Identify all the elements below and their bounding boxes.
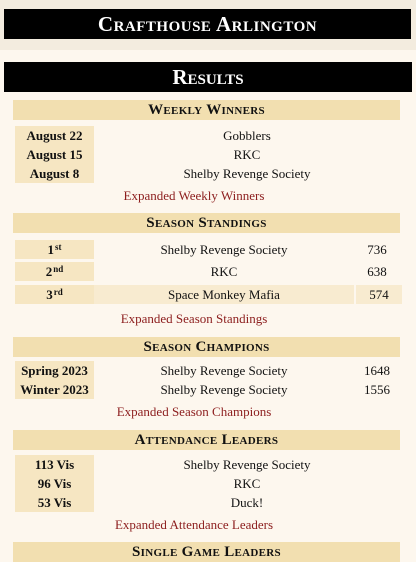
champions-season: Spring 2023 — [15, 361, 94, 380]
standings-place: 1 $^{st}$ — [15, 240, 94, 259]
attendance-visits: 113 Vis — [15, 455, 94, 474]
weekly-date: August 22 — [15, 126, 94, 145]
weekly-row — [0, 126, 416, 145]
weekly-row — [0, 164, 416, 183]
season-standings-heading: Season Standings — [13, 213, 400, 233]
weekly-date: August 15 — [15, 145, 94, 164]
standings-row — [0, 285, 416, 304]
champions-row — [0, 361, 416, 380]
champions-team: Shelby Revenge Society — [160, 362, 288, 378]
season-champions-heading: Season Champions — [13, 337, 400, 357]
weekly-team: Gobblers — [223, 127, 271, 143]
venue-title: Crafthouse Arlington — [4, 9, 411, 39]
attendance-leaders-heading: Attendance Leaders — [13, 430, 400, 450]
single-game-leaders-heading: Single Game Leaders — [13, 542, 400, 562]
standings-row — [0, 240, 416, 259]
standings-row — [0, 262, 416, 281]
attendance-row — [0, 474, 416, 493]
expanded-season-champions-link[interactable]: Expanded Season Champions — [116, 404, 272, 419]
standings-score: 638 — [367, 263, 387, 279]
expanded-weekly-winners-link[interactable]: Expanded Weekly Winners — [123, 188, 265, 203]
attendance-row — [0, 493, 416, 512]
attendance-team: Shelby Revenge Society — [183, 456, 311, 472]
champions-row — [0, 380, 416, 399]
standings-team: Shelby Revenge Society — [160, 241, 288, 257]
attendance-visits: 96 Vis — [15, 474, 94, 493]
standings-score: 736 — [367, 241, 387, 257]
weekly-row — [0, 145, 416, 164]
weekly-team: RKC — [233, 146, 261, 162]
champions-team: Shelby Revenge Society — [160, 381, 288, 397]
attendance-team: Duck! — [230, 494, 264, 510]
champions-season: Winter 2023 — [15, 380, 94, 399]
standings-score: 574 — [354, 285, 402, 304]
expanded-season-standings-link[interactable]: Expanded Season Standings — [120, 311, 268, 326]
results-title: Results — [4, 62, 412, 92]
expanded-attendance-leaders-link[interactable]: Expanded Attendance Leaders — [114, 517, 274, 532]
attendance-team: RKC — [233, 475, 261, 491]
standings-place: 2 $^{nd}$ — [15, 262, 94, 281]
weekly-winners-heading: Weekly Winners — [13, 100, 400, 120]
weekly-date: August 8 — [15, 164, 94, 183]
champions-score: 1556 — [364, 381, 390, 397]
weekly-team: Shelby Revenge Society — [183, 165, 311, 181]
standings-team: Space Monkey Mafia — [94, 285, 354, 304]
standings-place: 3 $^{rd}$ — [15, 285, 94, 304]
standings-team: RKC — [210, 263, 238, 279]
attendance-visits: 53 Vis — [15, 493, 94, 512]
champions-score: 1648 — [364, 362, 390, 378]
attendance-row — [0, 455, 416, 474]
